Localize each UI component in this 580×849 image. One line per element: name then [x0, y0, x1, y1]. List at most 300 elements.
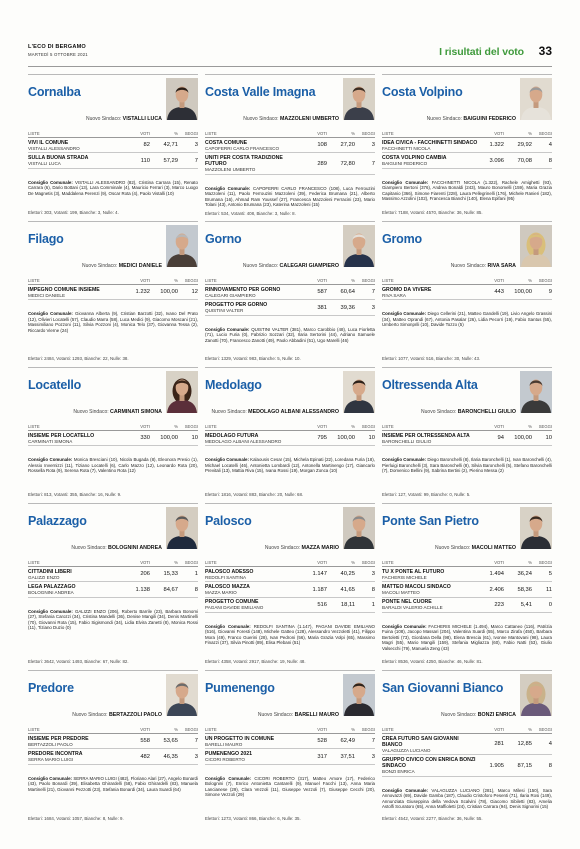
municipality-block	[205, 503, 375, 669]
list-row	[382, 582, 552, 597]
municipality-block	[382, 74, 552, 220]
list-name: INSIEME PER PREDORE	[28, 735, 89, 742]
new-mayor-name: BAIGUINI FEDERICO	[463, 116, 516, 122]
list-seats: 3	[194, 753, 198, 760]
list-seats: 4	[548, 741, 552, 748]
column-seats: SEGGI	[361, 560, 375, 565]
new-mayor-name: CALEGARI GIAMPIERO	[279, 263, 339, 269]
mayor-photo	[343, 371, 375, 413]
list-percentage: 40,25	[340, 571, 355, 578]
list-votes: 1.322	[489, 142, 504, 149]
list-name: SULLA BUONA STRADA	[28, 154, 89, 161]
council-members	[28, 776, 198, 793]
column-lists: LISTE	[382, 424, 394, 429]
column-percentage: %	[174, 131, 178, 136]
list-name: MATTEO MACOLI SINDACO	[382, 583, 451, 590]
list-votes: 206	[140, 571, 150, 578]
list-candidate: PAGANI DAVIDE EMILIANO	[205, 605, 264, 611]
list-name: RINNOVAMENTO PER GORNO	[205, 286, 281, 293]
list-name: UN PROGETTO IN COMUNE	[205, 735, 275, 742]
turnout-summary: Elettori: 1329, Votanti: 983, Bianche: 5, Nulle: 10.	[205, 356, 301, 361]
new-mayor-name: RIVA SARA	[487, 263, 516, 269]
council-members	[382, 624, 552, 652]
results-table-header	[205, 727, 375, 734]
column-votes: VOTI	[140, 278, 150, 283]
list-name: IDEA CIVICA - FACCHINETTI SINDACO	[382, 139, 478, 146]
list-candidate: VISTALLI ALESSANDRO	[28, 145, 80, 151]
column-votes: VOTI	[494, 278, 504, 283]
list-seats: 4	[548, 142, 552, 149]
municipality-header	[205, 504, 375, 552]
list-cell	[28, 751, 124, 762]
municipality-name: Locatello	[28, 378, 82, 392]
new-mayor-name: BERTAZZOLI PAOLO	[108, 712, 162, 718]
council-members	[205, 327, 375, 344]
list-candidate: GALIZZI ENZO	[28, 574, 60, 580]
new-mayor-label: Nuovo Sindaco:	[257, 712, 294, 718]
council-label: Consiglio Comunale:	[28, 457, 73, 463]
municipality-block	[28, 221, 198, 366]
column-percentage: %	[528, 727, 532, 732]
list-name: PREDORE INCONTRA	[28, 750, 83, 757]
list-percentage: 18,11	[340, 601, 355, 608]
column-votes: VOTI	[140, 424, 150, 429]
turnout-summary: Elettori: 4358, Votanti: 2917, Bianche: 19, Nulle: 48.	[205, 659, 306, 664]
list-cell	[382, 287, 478, 298]
council-text: VISTALLI ALESSANDRO (82), Cristina Carrara (15), Renato Carrara (6), Dario Bottani (13), Lara Comminale (4), Mauricio Ferrari (3), Marco Luogo De Magnetis (3), Maddalena Perenzi (9), Oscar Rota (4), Paolo Vistalli (10)	[28, 179, 198, 196]
municipality-block	[382, 503, 552, 669]
list-percentage: 41,65	[340, 586, 355, 593]
column-seats: SEGGI	[361, 131, 375, 136]
list-name: PROGETTO PER GORNO	[205, 301, 268, 308]
municipality-block	[205, 74, 375, 220]
list-candidate: FACCHINETTI NICOLA	[382, 145, 431, 151]
municipality-block	[28, 74, 198, 220]
municipality-name: Gromo	[382, 232, 422, 246]
results-table-header	[382, 424, 552, 431]
column-seats: SEGGI	[184, 131, 198, 136]
new-mayor	[211, 409, 339, 415]
list-percentage: 100,00	[160, 435, 178, 442]
issue-date: MARTEDÌ 5 OTTOBRE 2021	[28, 52, 88, 57]
turnout-summary: Elettori: 4542, Votanti: 2277, Bianche: 36, Nulle: 55.	[382, 816, 483, 821]
results-table-header	[205, 424, 375, 431]
list-votes: 795	[317, 435, 327, 442]
results-table-header	[205, 278, 375, 285]
mayor-photo	[520, 225, 552, 267]
municipality-name: Oltressenda Alta	[382, 378, 478, 392]
list-candidate: BONZI ENRICA	[382, 768, 415, 774]
page-number: 33	[538, 44, 552, 58]
results-table	[382, 727, 552, 777]
mayor-photo	[520, 371, 552, 413]
list-votes: 108	[317, 142, 327, 149]
municipality-header	[382, 368, 552, 416]
column-percentage: %	[351, 727, 355, 732]
new-mayor-label: Nuovo Sindaco:	[71, 545, 107, 551]
municipality-name: Pumenengo	[205, 681, 275, 695]
new-mayor	[71, 545, 162, 551]
list-percentage: 58,36	[517, 586, 532, 593]
list-row	[205, 582, 375, 597]
new-mayor-name: MAZZA MARIO	[301, 545, 339, 551]
list-row	[28, 749, 198, 764]
new-mayor-label: Nuovo Sindaco:	[242, 263, 279, 269]
results-table	[28, 560, 198, 598]
council-text: Diego Cellerini (21), Matteo Gandelli (19), Livio Angelo Grassini (34), Matteo Oprandi (67), Antonia Pasalar (26), Lidia Pecorri (19), Fabio Santus (55), Umberto Simonprili (10), Davide Tozzo (5)	[382, 311, 552, 328]
mayor-photo	[520, 78, 552, 120]
list-votes: 223	[494, 601, 504, 608]
column-lists: LISTE	[28, 727, 40, 732]
municipality-header	[205, 222, 375, 270]
list-votes: 443	[494, 289, 504, 296]
new-mayor-name: BOLOGNINI ANDREA	[108, 545, 162, 551]
list-candidate: MEDICI DANIELE	[28, 292, 66, 298]
list-votes: 558	[140, 738, 150, 745]
council-text: Giovanna Alberta (9), Cristian Barzotti (32), Ivano Del Prato (12), Olivieri Locatelli (57), Claudio Marra (58), Luca Medici (9), Giacomo Moscani (21), Massimiliano Pozzoni (11), Silvia Pozzoni (4), Monica Telo (37), Giovanna Tessa (2), Riccardo Vierne (24)	[28, 311, 198, 333]
list-percentage: 15,33	[163, 571, 178, 578]
results-table	[205, 727, 375, 765]
column-seats: SEGGI	[538, 278, 552, 283]
council-members	[382, 180, 552, 202]
new-mayor-label: Nuovo Sindaco:	[82, 263, 118, 269]
list-candidate: VISTALLI LUCA	[28, 160, 61, 166]
results-table-header	[382, 278, 552, 285]
column-lists: LISTE	[205, 727, 217, 732]
list-percentage: 39,36	[340, 304, 355, 311]
list-candidate: CALEGARI GIAMPIERO	[205, 292, 256, 298]
list-percentage: 100,00	[337, 435, 355, 442]
column-seats: SEGGI	[538, 560, 552, 565]
municipality-name: Gorno	[205, 232, 242, 246]
list-name: VIVI IL COMUNE	[28, 139, 69, 146]
new-mayor	[73, 409, 162, 415]
list-row	[28, 153, 198, 168]
results-table-header	[205, 560, 375, 567]
list-votes: 1.187	[312, 586, 327, 593]
column-lists: LISTE	[205, 424, 217, 429]
municipality-block	[205, 221, 375, 366]
council-members	[205, 186, 375, 208]
list-row	[205, 285, 375, 300]
list-row	[205, 138, 375, 153]
list-votes: 289	[317, 160, 327, 167]
list-votes: 317	[317, 753, 327, 760]
list-cell	[205, 599, 301, 610]
list-votes: 110	[140, 157, 150, 164]
list-seats: 8	[548, 762, 552, 769]
results-table	[382, 278, 552, 300]
council-text: CAPOFERRI CARLO FRANCESCO (108), Luca Ferrouzini Mazzoleni (11), Paolo Ferrouzini Mazzoleni (39), Federica Brumana (21), Alberto Brumana (16), Ahmad Ram Youssef (27), Francesca Mazzoleni Ferracini (23), Mario Tolani (43), Antonio Brumana (23), Katerina Mazzoleni (15)	[205, 185, 375, 208]
mayor-photo	[520, 674, 552, 716]
list-candidate: MAZZOLENI UMBERTO	[205, 166, 256, 172]
list-percentage: 29,92	[517, 142, 532, 149]
list-row	[205, 567, 375, 582]
column-votes: VOTI	[494, 131, 504, 136]
column-percentage: %	[351, 560, 355, 565]
municipality-header	[382, 671, 552, 719]
list-candidate: BERTAZZOLI PAOLO	[28, 741, 73, 747]
municipality-header	[205, 368, 375, 416]
municipality-name: Costa Valle Imagna	[205, 85, 316, 99]
column-votes: VOTI	[494, 727, 504, 732]
column-lists: LISTE	[28, 131, 40, 136]
list-votes: 482	[140, 753, 150, 760]
mayor-photo	[166, 225, 198, 267]
list-cell	[382, 155, 478, 166]
mayor-photo	[343, 674, 375, 716]
list-cell	[28, 140, 124, 151]
turnout-summary: Elettori: 1077, Votanti: 516, Bianche: 30, Nulle: 43.	[382, 356, 481, 361]
turnout-summary: Elettori: 303, Votanti: 199, Bianche: 3, Nulle: 4.	[28, 210, 119, 215]
list-votes: 2.406	[489, 586, 504, 593]
column-percentage: %	[174, 560, 178, 565]
list-votes: 528	[317, 738, 327, 745]
list-votes: 330	[140, 435, 150, 442]
list-candidate: CAPOFERRI CARLO FRANCESCO	[205, 145, 280, 151]
list-name: PALOSCO MAZZA	[205, 583, 250, 590]
column-percentage: %	[351, 278, 355, 283]
council-label: Consiglio Comunale:	[205, 775, 252, 781]
new-mayor-label: Nuovo Sindaco:	[434, 545, 471, 551]
new-mayor-name: BONZI ENRICA	[477, 712, 516, 718]
council-text: Monica Bresciani (10), Nicola Bugada (8), Eleonora Presio (1), Alessio Invernizzi (11), Tiziano Locatelli (6), Carlo Mazzo (12), Leonardo Rota (20), Rossella Rota (9), Serena Rota (7), Valentino Rota (12)	[28, 457, 198, 474]
council-label: Consiglio Comunale:	[382, 179, 429, 185]
list-cell	[205, 155, 301, 172]
new-mayor-name: VISTALLI LUCA	[122, 116, 162, 122]
list-candidate: MAZZA MARIO	[205, 589, 237, 595]
new-mayor-label: Nuovo Sindaco:	[73, 409, 109, 415]
list-row	[28, 138, 198, 153]
results-table	[28, 131, 198, 169]
section-title: I risultati del voto	[439, 46, 524, 58]
new-mayor-label: Nuovo Sindaco:	[85, 116, 122, 122]
list-seats: 7	[194, 157, 198, 164]
new-mayor	[82, 263, 162, 269]
list-seats: 3	[371, 571, 375, 578]
council-label: Consiglio Comunale:	[205, 623, 251, 629]
list-row	[382, 285, 552, 300]
list-seats: 1	[194, 571, 198, 578]
list-cell	[205, 736, 301, 747]
list-name: LEGA PALAZZAGO	[28, 583, 76, 590]
results-table	[205, 424, 375, 446]
new-mayor	[265, 545, 339, 551]
list-row	[28, 285, 198, 300]
column-lists: LISTE	[382, 278, 394, 283]
new-mayor	[451, 263, 516, 269]
municipality-name: Predore	[28, 681, 74, 695]
column-votes: VOTI	[317, 560, 327, 565]
list-candidate: VALAGUZZA LUCIANO	[382, 747, 431, 753]
list-row	[205, 300, 375, 315]
turnout-summary: Elettori: 813, Votanti: 355, Bianche: 16, Nulle: 9.	[28, 492, 122, 497]
column-percentage: %	[174, 424, 178, 429]
council-label: Consiglio Comunale:	[382, 311, 427, 317]
new-mayor-name: BARONCHELLI GIULIO	[457, 409, 516, 415]
municipality-block	[205, 367, 375, 502]
list-cell	[205, 287, 301, 298]
municipality-header	[205, 671, 375, 719]
list-candidate: FACHERIS MICHELE	[382, 574, 427, 580]
municipality-block	[28, 367, 198, 502]
results-table	[382, 560, 552, 613]
results-table-header	[28, 727, 198, 734]
municipality-header	[28, 222, 198, 270]
list-name: MEDOLAGO FUTURA	[205, 432, 259, 439]
list-percentage: 46,35	[163, 753, 178, 760]
mayor-photo	[343, 507, 375, 549]
municipality-name: Medolago	[205, 378, 262, 392]
list-cell	[205, 584, 301, 595]
column-votes: VOTI	[317, 424, 327, 429]
column-lists: LISTE	[382, 727, 394, 732]
council-label: Consiglio Comunale:	[28, 608, 73, 614]
list-cell	[28, 736, 124, 747]
list-percentage: 36,24	[517, 571, 532, 578]
column-percentage: %	[174, 278, 178, 283]
list-votes: 1.905	[489, 762, 504, 769]
mayor-photo	[520, 507, 552, 549]
list-name: CREA FUTURO SAN GIOVANNI BIANCO	[382, 735, 459, 748]
list-seats: 7	[194, 738, 198, 745]
municipality-header	[382, 222, 552, 270]
municipality-block	[382, 221, 552, 366]
column-lists: LISTE	[28, 278, 40, 283]
column-votes: VOTI	[140, 727, 150, 732]
list-seats: 8	[194, 586, 198, 593]
council-label: Consiglio Comunale:	[205, 326, 250, 332]
list-candidate: QUISTINI VALTER	[205, 307, 244, 313]
results-table	[28, 727, 198, 765]
list-name: COSTA COMUNE	[205, 139, 248, 146]
list-seats: 8	[548, 157, 552, 164]
list-candidate: BAIGUINI FEDERICO	[382, 160, 428, 166]
council-members	[382, 457, 552, 474]
list-seats: 7	[371, 289, 375, 296]
turnout-summary: Elettori: 7188, Votanti: 4570, Bianche: 36, Nulle: 85.	[382, 210, 483, 215]
results-table-header	[382, 727, 552, 734]
list-seats: 3	[371, 304, 375, 311]
list-row	[205, 431, 375, 446]
council-label: Consiglio Comunale:	[382, 787, 429, 793]
new-mayor	[435, 545, 516, 551]
newspaper-name: L'ECO DI BERGAMO	[28, 44, 86, 50]
municipality-name: Ponte San Pietro	[382, 514, 479, 528]
new-mayor-label: Nuovo Sindaco:	[441, 712, 477, 718]
new-mayor-name: MEDOLAGO ALBANI ALESSANDRO	[248, 409, 339, 415]
column-votes: VOTI	[494, 560, 504, 565]
turnout-summary: Elettori: 8536, Votanti: 4250, Bianche: 46, Nulle: 81.	[382, 659, 483, 664]
list-name: INSIEME PER LOCATELLO	[28, 432, 95, 439]
list-percentage: 70,08	[517, 157, 532, 164]
list-percentage: 84,67	[163, 586, 178, 593]
column-votes: VOTI	[140, 131, 150, 136]
municipality-header	[205, 75, 375, 123]
results-table-header	[205, 131, 375, 138]
column-votes: VOTI	[317, 727, 327, 732]
list-seats: 12	[191, 289, 198, 296]
municipality-name: Filago	[28, 232, 64, 246]
list-candidate: BARONCHELLI GIULIO	[382, 438, 432, 444]
mayor-photo	[166, 674, 198, 716]
new-mayor	[441, 712, 516, 718]
column-percentage: %	[528, 131, 532, 136]
new-mayor-label: Nuovo Sindaco:	[426, 116, 462, 122]
new-mayor	[427, 116, 516, 122]
list-candidate: BOLOGNINI ANDREA	[28, 589, 74, 595]
list-votes: 281	[494, 741, 504, 748]
column-lists: LISTE	[205, 131, 217, 136]
mayor-photo	[166, 78, 198, 120]
new-mayor-name: CARMINATI SIMONA	[110, 409, 162, 415]
list-votes: 516	[317, 601, 327, 608]
results-table-header	[28, 424, 198, 431]
list-row	[382, 567, 552, 582]
turnout-summary: Elettori: 1816, Votanti: 883, Bianche: 20, Nulle: 68.	[205, 492, 304, 497]
list-candidate: RIVA SARA	[382, 292, 406, 298]
municipality-name: Cornalba	[28, 85, 81, 99]
list-percentage: 57,29	[163, 157, 178, 164]
list-name: PONTE NEL CUORE	[382, 599, 432, 606]
list-name: PUMENENGO 2021	[205, 750, 252, 757]
mayor-photo	[166, 371, 198, 413]
municipality-name: Costa Volpino	[382, 85, 463, 99]
list-seats: 10	[191, 435, 198, 442]
municipality-name: San Giovanni Bianco	[382, 681, 504, 695]
list-cell	[205, 751, 301, 762]
list-name: GROMO DA VIVERE	[382, 286, 432, 293]
list-votes: 94	[497, 435, 504, 442]
list-name: PROGETTO COMUNE	[205, 599, 259, 606]
list-percentage: 42,71	[163, 142, 178, 149]
list-votes: 1.494	[489, 571, 504, 578]
council-text: SERRA MARIO LUIGI (482), Floriano Alari (27), Angelo Bonardi (43), Paolo Bonardi (39), Elisabetta Ghirardelli (58), Fabio Ghirardelli (83), Manuela Martinelli (21), Giovanni Pezzotti (23), Stefania Bonardi (34), Laura Suardi (64)	[28, 775, 198, 792]
council-text: QUISTINI VALTER (381), Marco Carobbio (48), Luca Fiorletta (71), Lucio Furia (0), Fabrizio Sozzari (32), Ilaria Sertorini (44), Adriano Samuele Zanotti (70), Francesco Zanotti (49), Paolo Abbadini (51), Ugo Marelli (46)	[205, 326, 375, 343]
column-percentage: %	[528, 560, 532, 565]
municipality-block	[28, 670, 198, 826]
list-votes: 1.138	[135, 586, 150, 593]
list-row	[205, 749, 375, 764]
column-seats: SEGGI	[538, 424, 552, 429]
council-text: FACHERIS MICHELE (1.494), Marco Cattaneo (116), Patrizia Fuina (108), Jacopo Massari (204), Valentina Suardi (55), Marco Zirafa (450), Barbara Bertoletti (73), Giordana Della (98), Elena Brescia (61), Ivonne Mantovani (98), Laura Magri (55), Mario Mangili (159), Stefania Migliazza (60), Fabio Natti (53), Giulio Valsecchi (79), Manuela Zeng (43)	[382, 623, 552, 651]
new-mayor	[421, 409, 516, 415]
municipality-header	[28, 504, 198, 552]
list-cell	[382, 433, 478, 444]
results-table	[28, 278, 198, 300]
list-cell	[382, 584, 478, 595]
list-seats: 3	[194, 142, 198, 149]
new-mayor-label: Nuovo Sindaco:	[211, 409, 247, 415]
column-percentage: %	[351, 424, 355, 429]
council-text: CICORI ROBERTO (317), Matteo Amore (17), Federico Bolognini (7), Enrico Antonietta Cantarelli (9), Manuel Facchi (13), Anna Maria Lancianese (29), Clara Vezzoli (11), Giuseppe Vezzoli (7), Giuseppe Cecchi (20), Simone Vezzoli (29)	[205, 775, 375, 798]
council-label: Consiglio Comunale:	[28, 775, 72, 781]
new-mayor	[243, 263, 339, 269]
results-table-header	[382, 560, 552, 567]
new-mayor-label: Nuovo Sindaco:	[421, 409, 457, 415]
municipality-block	[382, 670, 552, 826]
results-table	[382, 131, 552, 169]
turnout-summary: Elettori: 1273, Votanti: 866, Bianche: 6, Nulle: 35.	[205, 816, 301, 821]
new-mayor	[258, 712, 339, 718]
list-votes: 1.232	[135, 289, 150, 296]
list-cell	[382, 599, 478, 610]
list-row	[28, 582, 198, 597]
municipality-header	[382, 504, 552, 552]
list-votes: 587	[317, 289, 327, 296]
column-seats: SEGGI	[538, 131, 552, 136]
list-seats: 3	[371, 753, 375, 760]
